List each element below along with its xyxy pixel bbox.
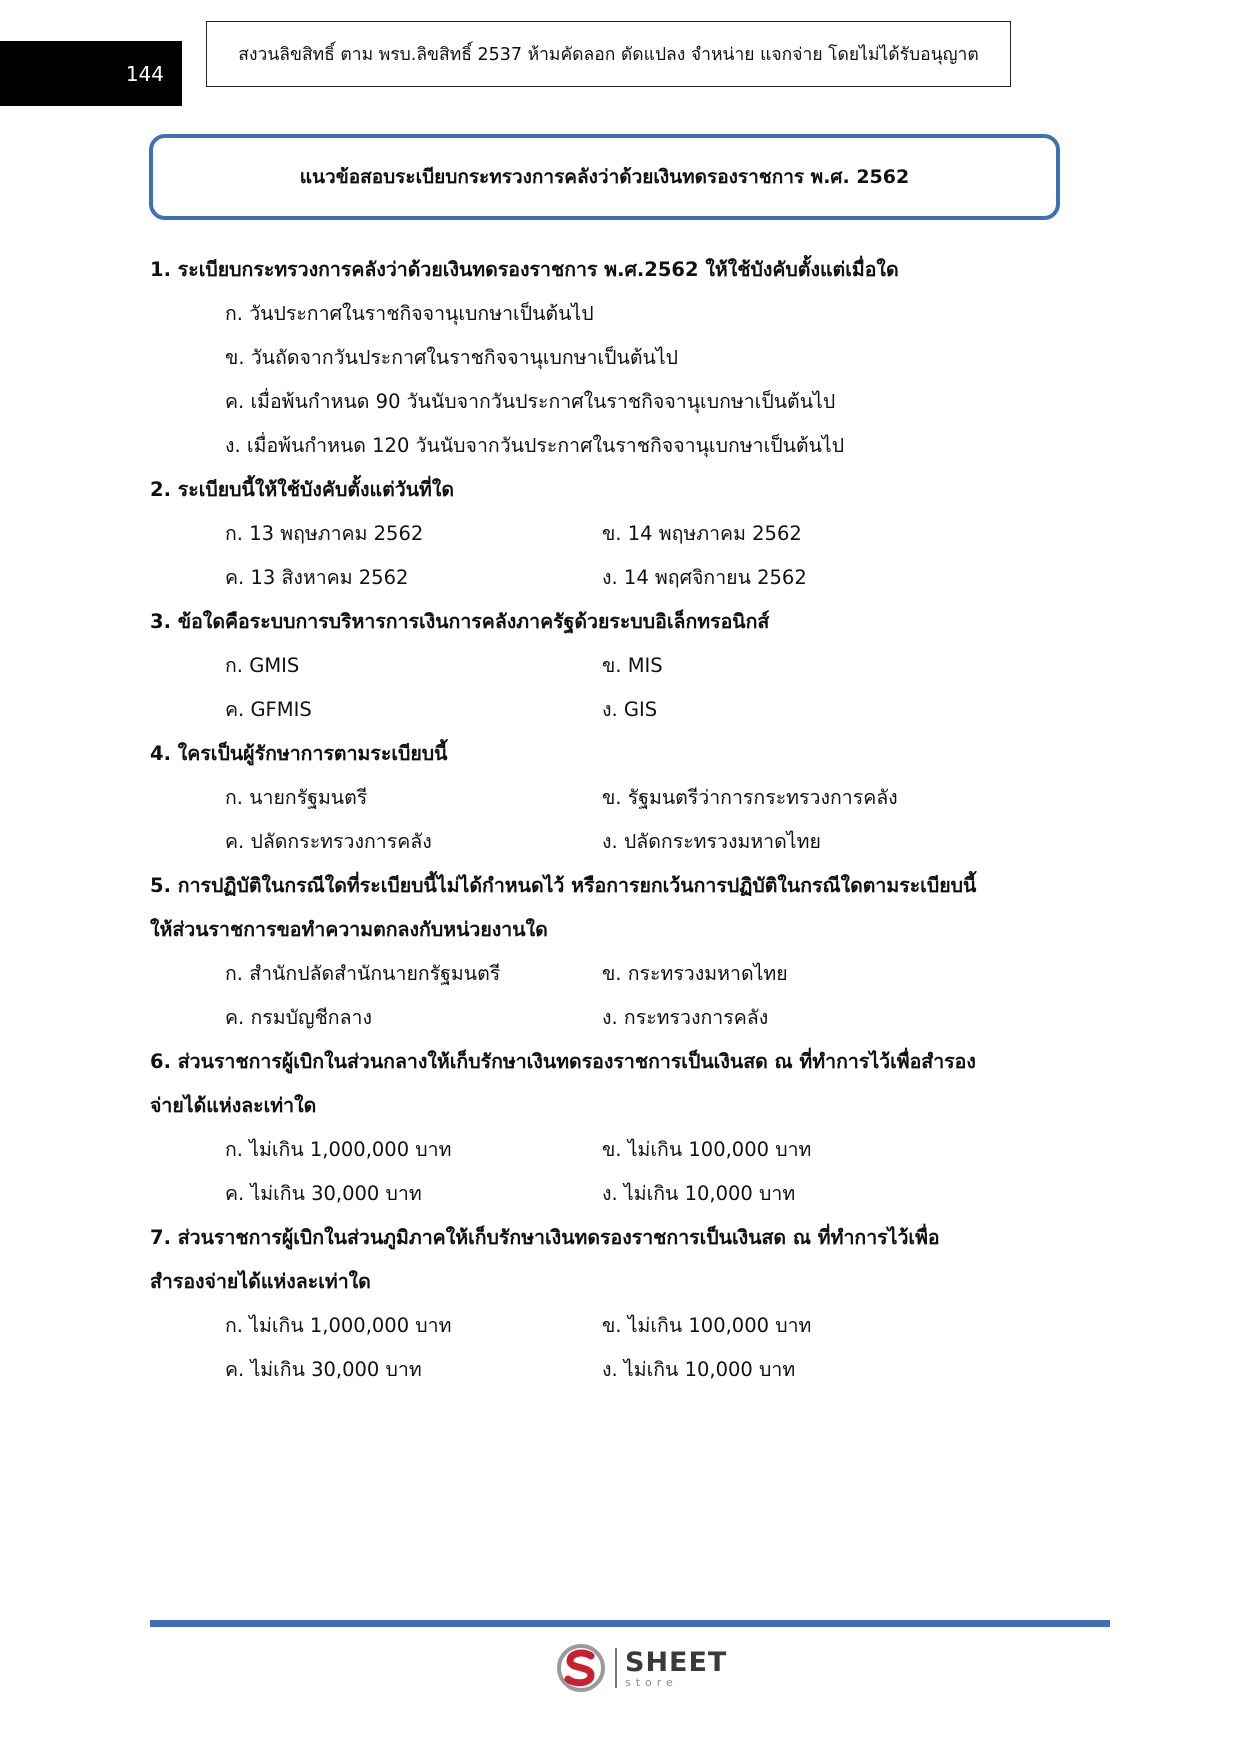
question-3: 3. ข้อใดคือระบบการบริหารการเงินการคลังภาครัฐด้วยระบบอิเล็กทรอนิกส์ xyxy=(150,610,770,633)
option-7a: ก. ไม่เกิน 1,000,000 บาท xyxy=(225,1314,452,1337)
question-4: 4. ใครเป็นผู้รักษาการตามระเบียบนี้ xyxy=(150,742,448,765)
copyright-notice: สงวนลิขสิทธิ์ ตาม พรบ.ลิขสิทธิ์ 2537 ห้ามคัดลอก ดัดแปลง จำหน่าย แจกจ่าย โดยไม่ได้รับอนุญาต xyxy=(206,21,1011,87)
option-row xyxy=(150,556,1070,600)
page-title: แนวข้อสอบระเบียบกระทรวงการคลังว่าด้วยเงินทดรองราชการ พ.ศ. 2562 xyxy=(149,134,1060,220)
question-7-line-1: 7. ส่วนราชการผู้เบิกในส่วนภูมิภาคให้เก็บรักษาเงินทดรองราชการเป็นเงินสด ณ ที่ทำการไว้เพื่อ xyxy=(150,1226,940,1249)
option-5a: ก. สำนักปลัดสำนักนายกรัฐมนตรี xyxy=(225,962,501,985)
option-5d: ง. กระทรวงการคลัง xyxy=(602,1006,769,1029)
option-row xyxy=(150,688,1070,732)
option-2d: ง. 14 พฤศจิกายน 2562 xyxy=(602,566,807,589)
logo-main-text: SHEET xyxy=(625,1646,728,1678)
option-row xyxy=(150,820,1070,864)
option-row xyxy=(150,644,1070,688)
option-row xyxy=(150,512,1070,556)
option-6a: ก. ไม่เกิน 1,000,000 บาท xyxy=(225,1138,452,1161)
option-6b: ข. ไม่เกิน 100,000 บาท xyxy=(602,1138,812,1161)
option-4b: ข. รัฐมนตรีว่าการกระทรวงการคลัง xyxy=(602,786,898,809)
option-row xyxy=(150,1128,1070,1172)
question-5-line-2: ให้ส่วนราชการขอทำความตกลงกับหน่วยงานใด xyxy=(150,918,548,941)
logo-separator xyxy=(615,1648,617,1688)
question-2: 2. ระเบียบนี้ให้ใช้บังคับตั้งแต่วันที่ใด xyxy=(150,478,455,501)
option-1c: ค. เมื่อพ้นกำหนด 90 วันนับจากวันประกาศในราชกิจจานุเบกษาเป็นต้นไป xyxy=(225,390,836,413)
option-row xyxy=(150,996,1070,1040)
option-4c: ค. ปลัดกระทรวงการคลัง xyxy=(225,830,432,853)
question-5-line-1: 5. การปฏิบัติในกรณีใดที่ระเบียบนี้ไม่ได้กำหนดไว้ หรือการยกเว้นการปฏิบัติในกรณีใดตามระเบียบนี้ xyxy=(150,874,977,897)
option-row xyxy=(150,1304,1070,1348)
sheet-store-logo xyxy=(555,1640,727,1696)
option-5b: ข. กระทรวงมหาดไทย xyxy=(602,962,788,985)
option-row xyxy=(150,952,1070,996)
option-4a: ก. นายกรัฐมนตรี xyxy=(225,786,368,809)
question-6-line-2: จ่ายได้แห่งละเท่าใด xyxy=(150,1094,317,1117)
question-7-line-2: สำรองจ่ายได้แห่งละเท่าใด xyxy=(150,1270,371,1293)
option-2c: ค. 13 สิงหาคม 2562 xyxy=(225,566,409,589)
option-row xyxy=(150,776,1070,820)
option-6c: ค. ไม่เกิน 30,000 บาท xyxy=(225,1182,422,1205)
question-6-line-1: 6. ส่วนราชการผู้เบิกในส่วนกลางให้เก็บรักษาเงินทดรองราชการเป็นเงินสด ณ ที่ทำการไว้เพื่อสำรอง xyxy=(150,1050,976,1073)
option-2a: ก. 13 พฤษภาคม 2562 xyxy=(225,522,424,545)
option-6d: ง. ไม่เกิน 10,000 บาท xyxy=(602,1182,796,1205)
option-4d: ง. ปลัดกระทรวงมหาดไทย xyxy=(602,830,821,853)
sheet-logo-icon xyxy=(555,1642,607,1694)
option-3d: ง. GIS xyxy=(602,698,658,721)
option-7b: ข. ไม่เกิน 100,000 บาท xyxy=(602,1314,812,1337)
option-3c: ค. GFMIS xyxy=(225,698,312,721)
option-row xyxy=(150,1348,1070,1392)
option-3b: ข. MIS xyxy=(602,654,663,677)
option-7c: ค. ไม่เกิน 30,000 บาท xyxy=(225,1358,422,1381)
option-3a: ก. GMIS xyxy=(225,654,300,677)
footer-divider xyxy=(150,1620,1110,1627)
logo-wordmark xyxy=(625,1646,728,1689)
option-7d: ง. ไม่เกิน 10,000 บาท xyxy=(602,1358,796,1381)
page-number: 144 xyxy=(0,41,182,106)
option-2b: ข. 14 พฤษภาคม 2562 xyxy=(602,522,802,545)
option-1b: ข. วันถัดจากวันประกาศในราชกิจจานุเบกษาเป็นต้นไป xyxy=(225,346,679,369)
question-list xyxy=(150,248,1070,1392)
option-1d: ง. เมื่อพ้นกำหนด 120 วันนับจากวันประกาศในราชกิจจานุเบกษาเป็นต้นไป xyxy=(225,434,845,457)
question-1: 1. ระเบียบกระทรวงการคลังว่าด้วยเงินทดรองราชการ พ.ศ.2562 ให้ใช้บังคับตั้งแต่เมื่อใด xyxy=(150,258,899,281)
option-5c: ค. กรมบัญชีกลาง xyxy=(225,1006,373,1029)
option-1a: ก. วันประกาศในราชกิจจานุเบกษาเป็นต้นไป xyxy=(225,302,594,325)
logo-sub-text: store xyxy=(625,1675,678,1689)
option-row xyxy=(150,1172,1070,1216)
